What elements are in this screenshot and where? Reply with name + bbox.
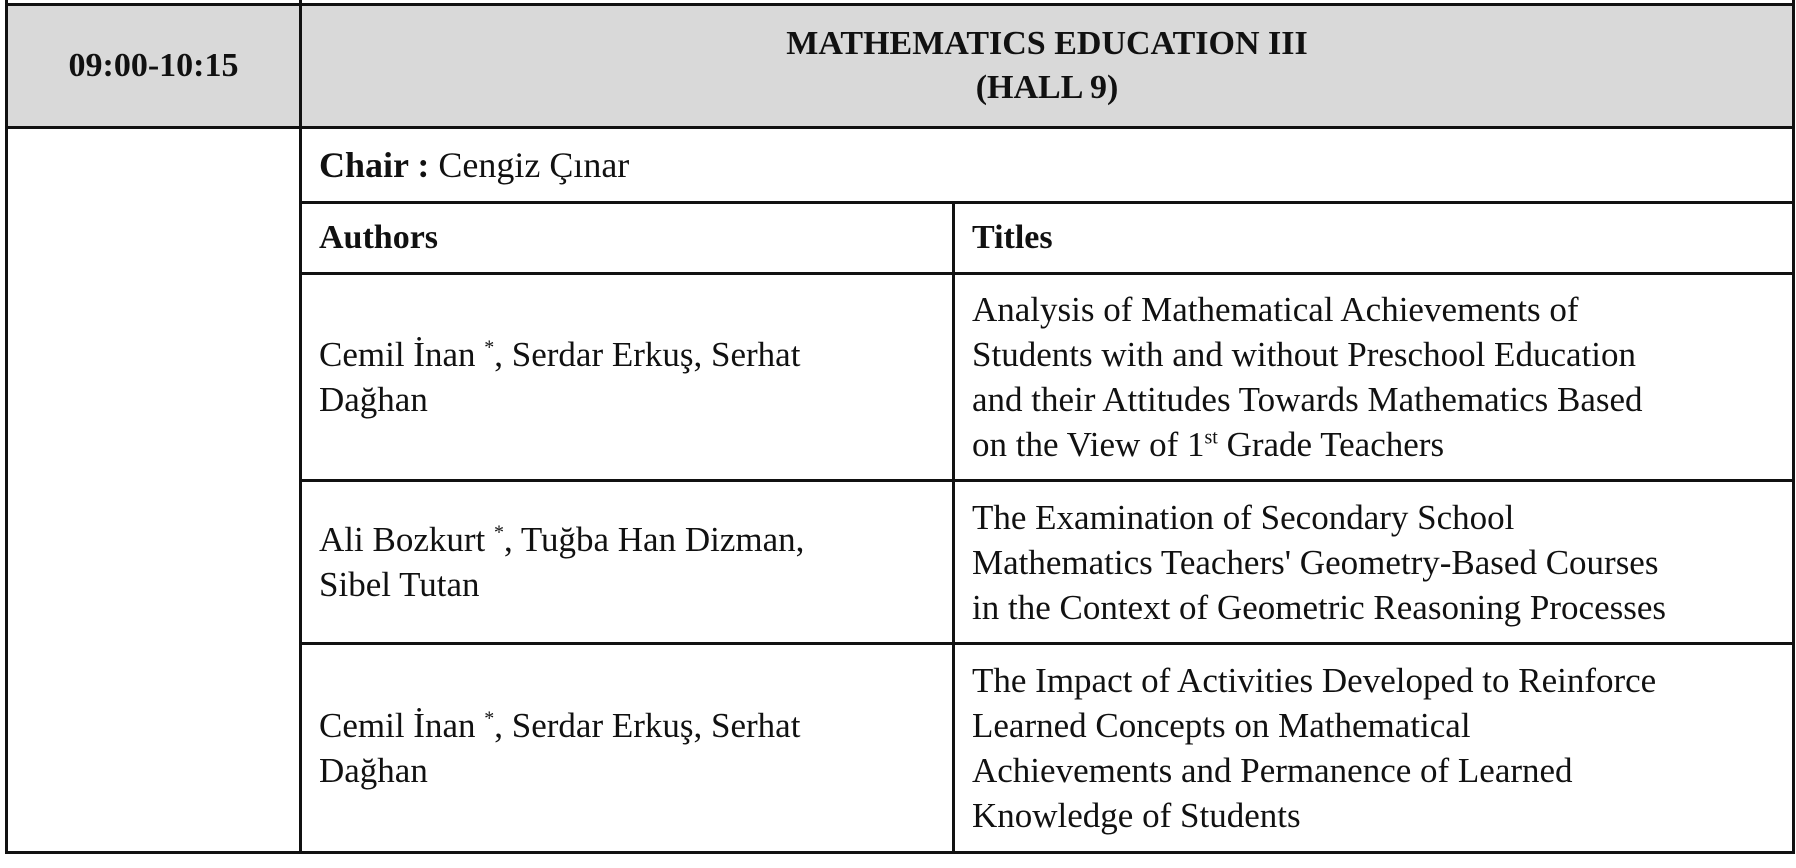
presenter-mark: *	[484, 336, 495, 359]
ordinal-suffix: st	[1204, 426, 1218, 449]
author-text: Ali Bozkurt	[319, 520, 494, 559]
session-title-line1: MATHEMATICS EDUCATION III	[786, 25, 1308, 62]
title-line: Mathematics Teachers' Geometry-Based Courses	[972, 542, 1659, 582]
author-text: Sibel Tutan	[319, 565, 480, 604]
paper-title	[954, 481, 1794, 644]
author-text: , Tuğba Han Dizman,	[503, 520, 805, 559]
author-text: Cemil İnan	[319, 706, 485, 745]
session-title	[301, 5, 1794, 128]
title-line: Achievements and Permanence of Learned	[972, 751, 1573, 790]
author-text: Dağhan	[319, 380, 428, 419]
paper-authors	[301, 481, 954, 644]
time-column-blank	[7, 128, 301, 853]
paper-authors	[301, 644, 954, 853]
paper-title	[954, 274, 1794, 481]
title-line: Knowledge of Students	[972, 796, 1301, 835]
chair-cell	[301, 128, 1794, 203]
presenter-mark: *	[493, 521, 504, 544]
chair-row	[7, 128, 1794, 203]
paper-authors	[301, 274, 954, 481]
title-line: in the Context of Geometric Reasoning Processes	[972, 587, 1667, 627]
session-header-row	[7, 5, 1794, 128]
program-table	[5, 0, 1795, 854]
chair-name: Cengiz Çınar	[438, 145, 630, 185]
title-line: Students with and without Preschool Education	[972, 335, 1636, 374]
title-line: on the View of 1	[972, 425, 1205, 464]
author-text: , Serdar Erkuş, Serhat	[494, 706, 801, 745]
title-line: Grade Teachers	[1217, 425, 1445, 464]
author-text: Cemil İnan	[319, 335, 485, 374]
title-line: The Impact of Activities Developed to Reinforce	[972, 661, 1657, 700]
authors-header: Authors	[301, 203, 954, 274]
session-hall: (HALL 9)	[975, 69, 1119, 106]
author-text: Dağhan	[319, 751, 428, 790]
title-line: The Examination of Secondary School	[972, 497, 1515, 537]
titles-header: Titles	[954, 203, 1794, 274]
paper-title	[954, 644, 1794, 853]
title-line: and their Attitudes Towards Mathematics Based	[972, 380, 1643, 419]
author-text: , Serdar Erkuş, Serhat	[494, 335, 801, 374]
title-line: Learned Concepts on Mathematical	[972, 706, 1471, 745]
presenter-mark: *	[484, 707, 495, 730]
title-line: Analysis of Mathematical Achievements of	[972, 290, 1579, 329]
chair-label: Chair :	[319, 145, 430, 185]
session-time: 09:00-10:15	[7, 5, 301, 128]
program-table-frame	[5, 0, 1792, 868]
